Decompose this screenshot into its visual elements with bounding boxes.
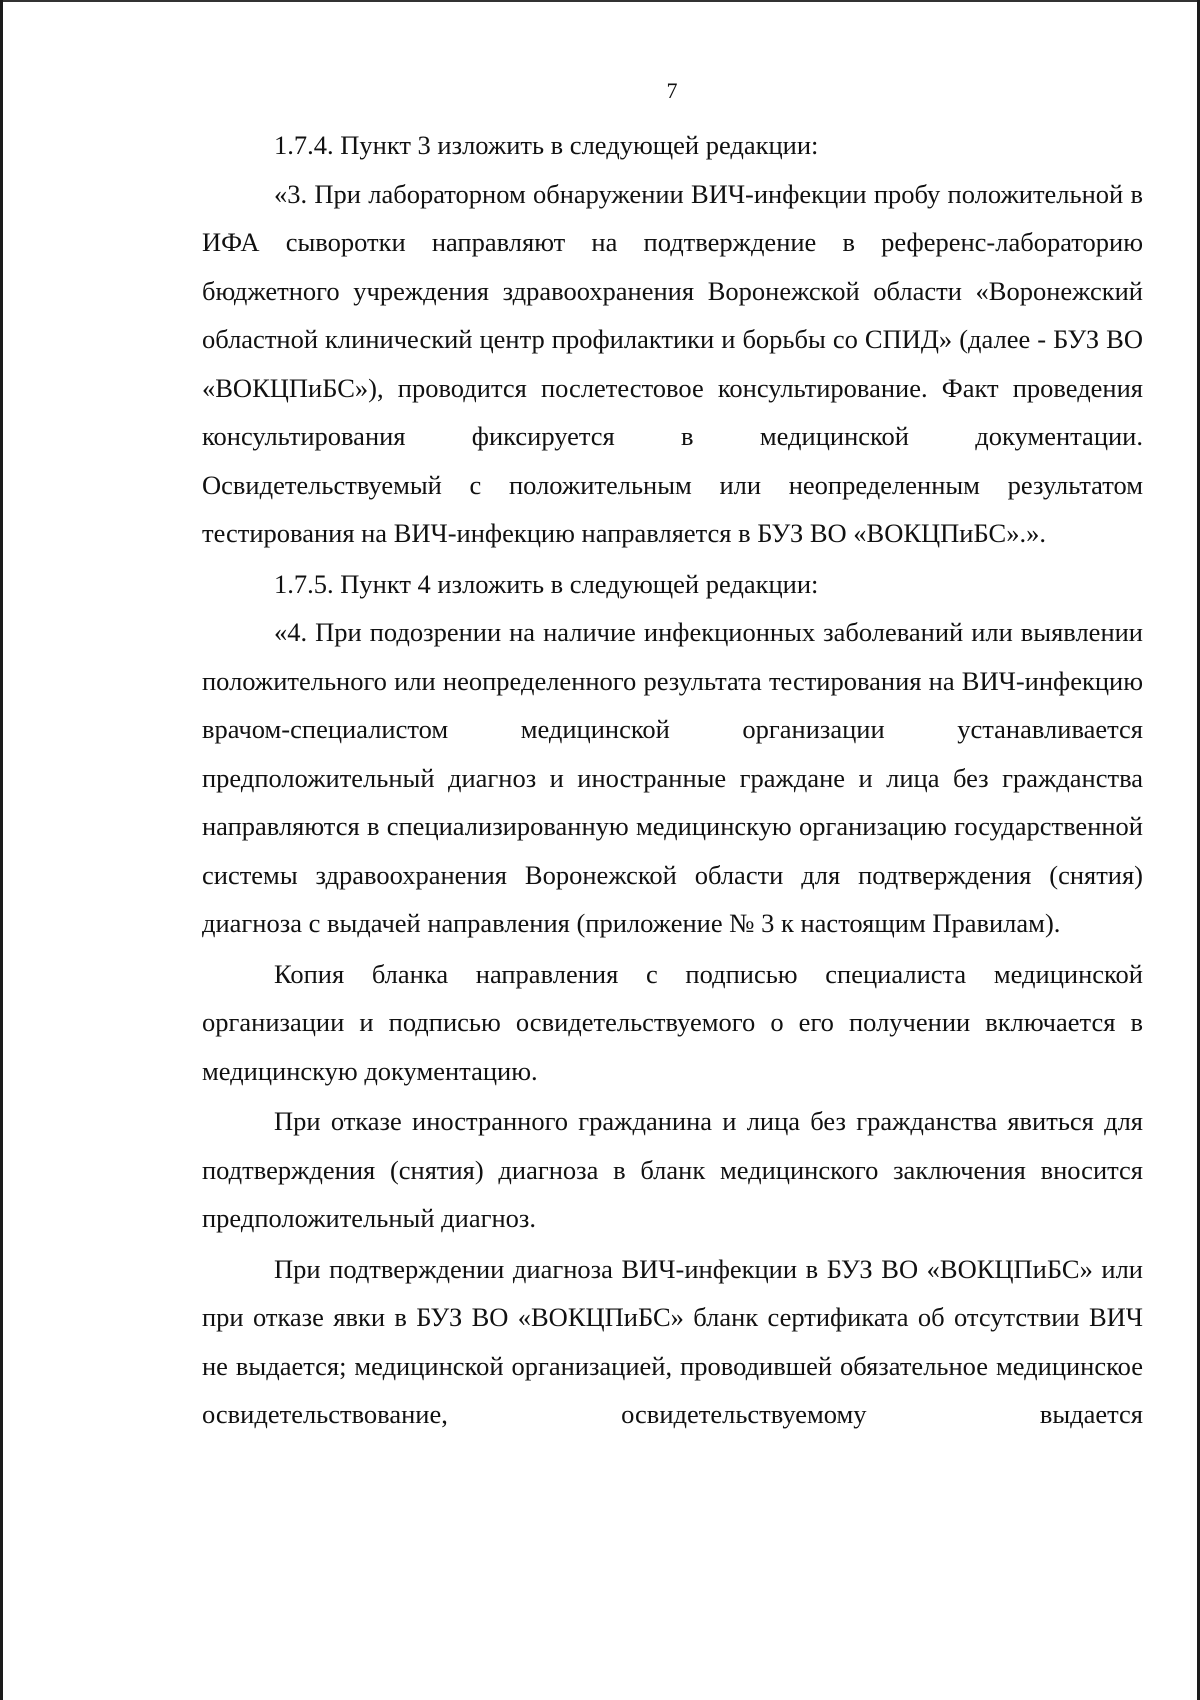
paragraph-item-4: «4. При подозрении на наличие инфекционных заболеваний или выявлении положительного или неопределенного результата тестирования на ВИЧ-инфекцию врачом-специалистом медицинской организации устанавливается предположительный диагноз и иностранные граждане и лица без гражданства направляются в специализированную медицинскую организацию государственной системы здравоохранения Воронежской области для подтверждения (снятия) диагноза с выдачей направления (приложение № 3 к настоящим Правилам). <box>202 617 1143 938</box>
scan-edge-left <box>0 0 3 1700</box>
scan-edge-top <box>0 0 1200 2</box>
paragraph-hiv-confirmation: При подтверждении диагноза ВИЧ-инфекции в БУЗ ВО «ВОКЦПиБС» или при отказе явки в БУЗ ВО «ВОКЦПиБС» бланк сертификата об отсутствии ВИЧ не выдается; медицинской организацией, проводившей обязательное медицинское освидетельствование, освидетельствуемому выдается <box>202 1253 1143 1429</box>
paragraph-item-3: «3. При лабораторном обнаружении ВИЧ-инфекции пробу положительной в ИФА сыворотки направляют на подтверждение в референс-лабораторию бюджетного учреждения здравоохранения Воронежской области «Воронежский областной клинический центр профилактики и борьбы со СПИД» (далее - БУЗ ВО «ВОКЦПиБС»), проводится послетестовое консультирование. Факт проведения консультирования фиксируется в медицинской документации. Освидетельствуемый с положительным или неопределенным результатом тестирования на ВИЧ-инфекцию направляется в БУЗ ВО «ВОКЦПиБС».». <box>202 178 1143 548</box>
paragraph-1-7-5-heading: 1.7.5. Пункт 4 изложить в следующей редакции: <box>274 568 819 599</box>
paragraph-referral-copy: Копия бланка направления с подписью специалиста медицинской организации и подписью освидетельствуемого о его получении включается в медицинскую документацию. <box>202 958 1143 1086</box>
page-number: 7 <box>666 78 678 103</box>
paragraph-1-7-4-heading: 1.7.4. Пункт 3 изложить в следующей редакции: <box>274 130 819 160</box>
paragraph-refusal: При отказе иностранного гражданина и лица без гражданства явиться для подтверждения (снятия) диагноза в бланк медицинского заключения вносится предположительный диагноз. <box>202 1106 1143 1233</box>
document-body <box>202 121 1143 1439</box>
